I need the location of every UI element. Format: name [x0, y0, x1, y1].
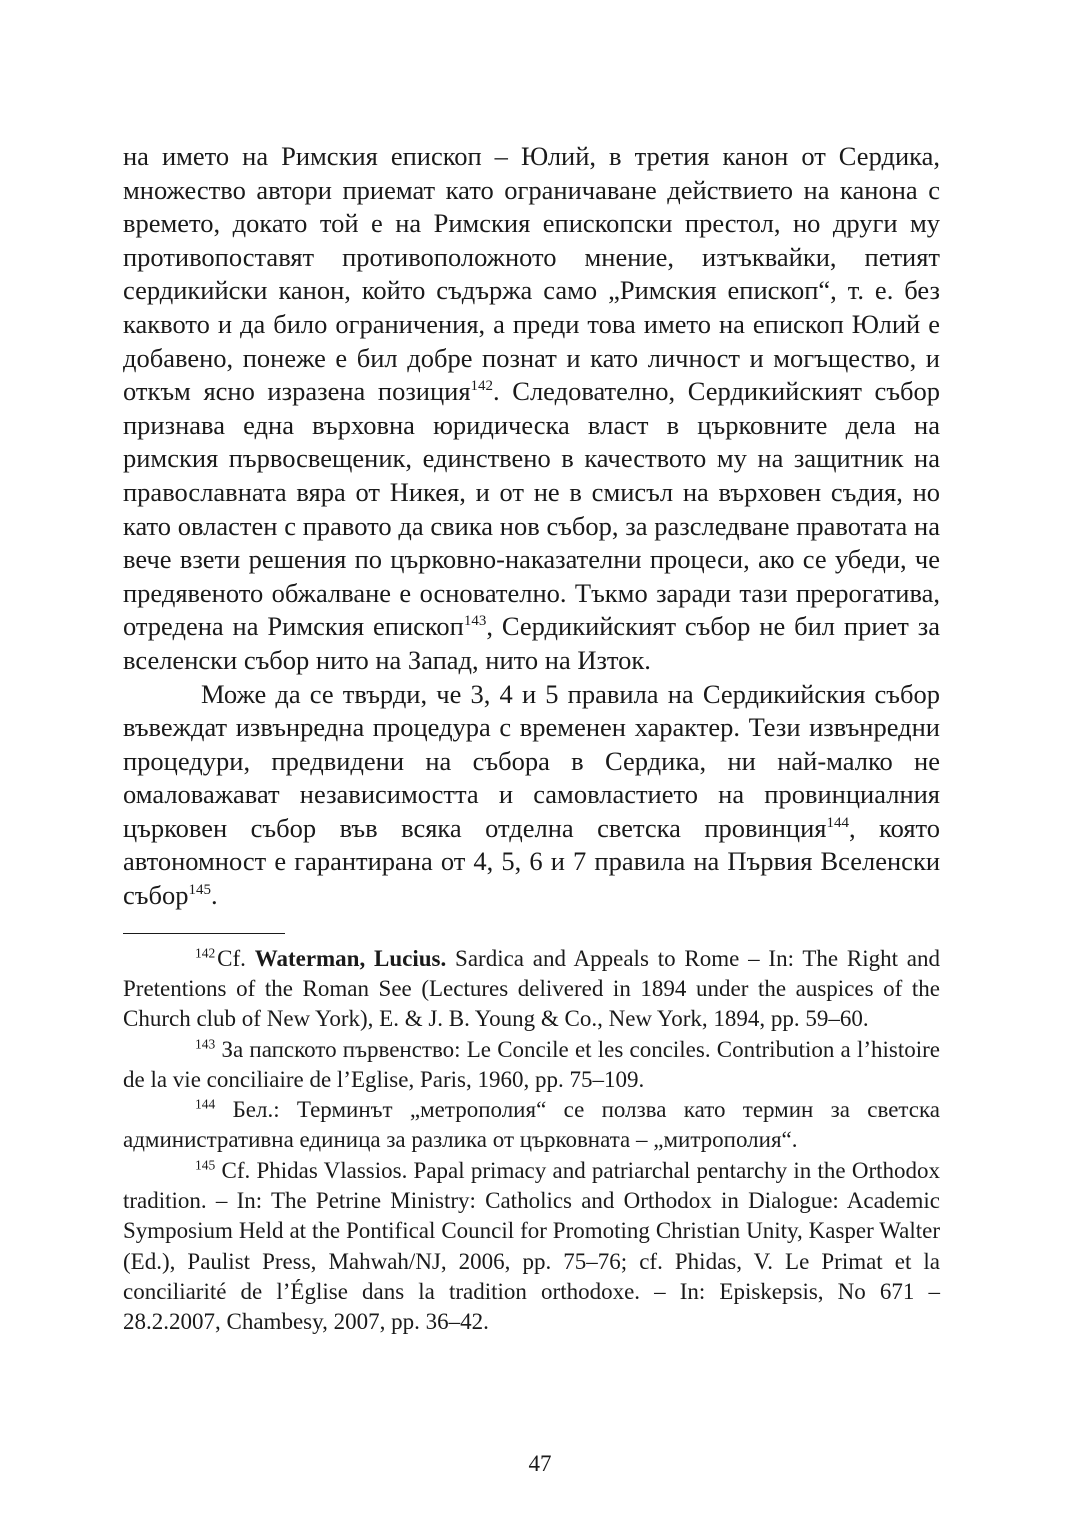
paragraph-1-text-a: на името на Римския епископ – Юлий, в третия канон от Сердика, множество автори приемат като ограничаване действието на канона с времето, докато той е на Римския епископски престол, но други му противопоставят противоположното мнение, изтъквайки, петият сердикийски канон, който съдържа само „Римския епископ“, т. е. без каквото и да било ограничения, а преди това името на епископ Юлий е добавено, понеже е бил добре познат и като личност и могъщество, и откъм ясно изразена позиция: [123, 141, 940, 407]
footnotes: [123, 944, 940, 1338]
footnote-text: Cf. Phidas Vlassios. Papal primacy and patriarchal pentarchy in the Orthodox tradition. – In: The Petrine Ministry: Catholics and Orthodox in Dialogue: Academic Symposium Held at the Pontifical Council for Promoting Christian Unity, Kasper Walter (Ed.), Paulist Press, Mahwah/NJ, 2006, pp. 75–76; cf. Phidas, V. Le Primat et la conciliarité de l’Église dans la tradition orthodoxe. – In: Episkepsis, No 671 – 28.2.2007, Chambesy, 2007, pp. 36–42.: [123, 1157, 940, 1335]
footnote-number: 145: [195, 1157, 216, 1173]
paragraph-1-text-b: . Следователно, Сердикийският събор признава една върховна юридическа власт в църковните дела на римския първосвещеник, единствено в качеството му на защитник на православната вяра от Никея, и от не в смисъл на върховен съдия, но като овластен с правото да свика нов събор, за разследване правотата на вече взети решения по църковно-наказателни процеси, ако се убеди, че предявеното обжалване е основателно. Тъкмо заради тази прерогатива, отредена на Римския епископ: [123, 376, 940, 642]
paragraph-2: [123, 678, 940, 913]
footnote-text: Sardica and Appeals to Rome – In: The Right and Pretentions of the Roman See (Lectures delivered in 1894 under the auspices of the Church club of New York), E. & J. B. Young & Co., New York, 1894, pp. 59–60.: [123, 945, 941, 1032]
footnote-ref-143[interactable]: 143: [463, 613, 487, 630]
footnote-144: [123, 1095, 940, 1156]
paragraph-2-text-b: , която автономност е гарантирана от 4, 5, 6 и 7 правила на Първия Вселенски събор: [123, 812, 940, 911]
main-text: [123, 140, 940, 913]
footnote-prefix: Cf.: [217, 945, 255, 971]
footnote-ref-144[interactable]: 144: [826, 815, 849, 832]
footnote-text: За папското първенство: Le Concile et les conciles. Contribution a l’histoire de la vie conciliaire de l’Eglise, Paris, 1960, pp. 75–109.: [123, 1036, 940, 1092]
footnote-ref-142[interactable]: 142: [470, 378, 494, 395]
footnote-text: Бел.: Терминът „метрополия“ се ползва като термин за светска административна единица за разлика от църковната – „митрополия“.: [123, 1097, 940, 1153]
footnote-number: 143: [195, 1035, 216, 1051]
footnote-number: 144: [195, 1096, 216, 1112]
paragraph-1-text-c: , Сердикийският събор не бил приет за вселенски събор нито на Запад, нито на Изток.: [123, 611, 940, 675]
paragraph-1: [123, 140, 940, 678]
footnote-145: [123, 1156, 940, 1338]
footnote-ref-145[interactable]: 145: [188, 882, 211, 899]
footnote-author: Waterman, Lucius.: [254, 945, 447, 971]
footnote-143: [123, 1035, 940, 1096]
paragraph-2-text-c: .: [210, 880, 218, 911]
footnote-divider: [123, 933, 285, 934]
footnote-number: 142: [195, 945, 216, 960]
paragraph-2-text-a: Може да се твърди, че 3, 4 и 5 правила на Сердикийския събор въвеждат извънредна процедура с временен характер. Тези извънредни процедури, предвидени на събора в Сердика, ни най-малко не омаловажават независимостта и самовластието на провинциалния църковен събор във всяка отделна светска провинция: [123, 678, 940, 843]
footnote-142: [123, 944, 940, 1035]
page-number: 47: [528, 1451, 552, 1476]
page-content: [123, 140, 940, 1338]
